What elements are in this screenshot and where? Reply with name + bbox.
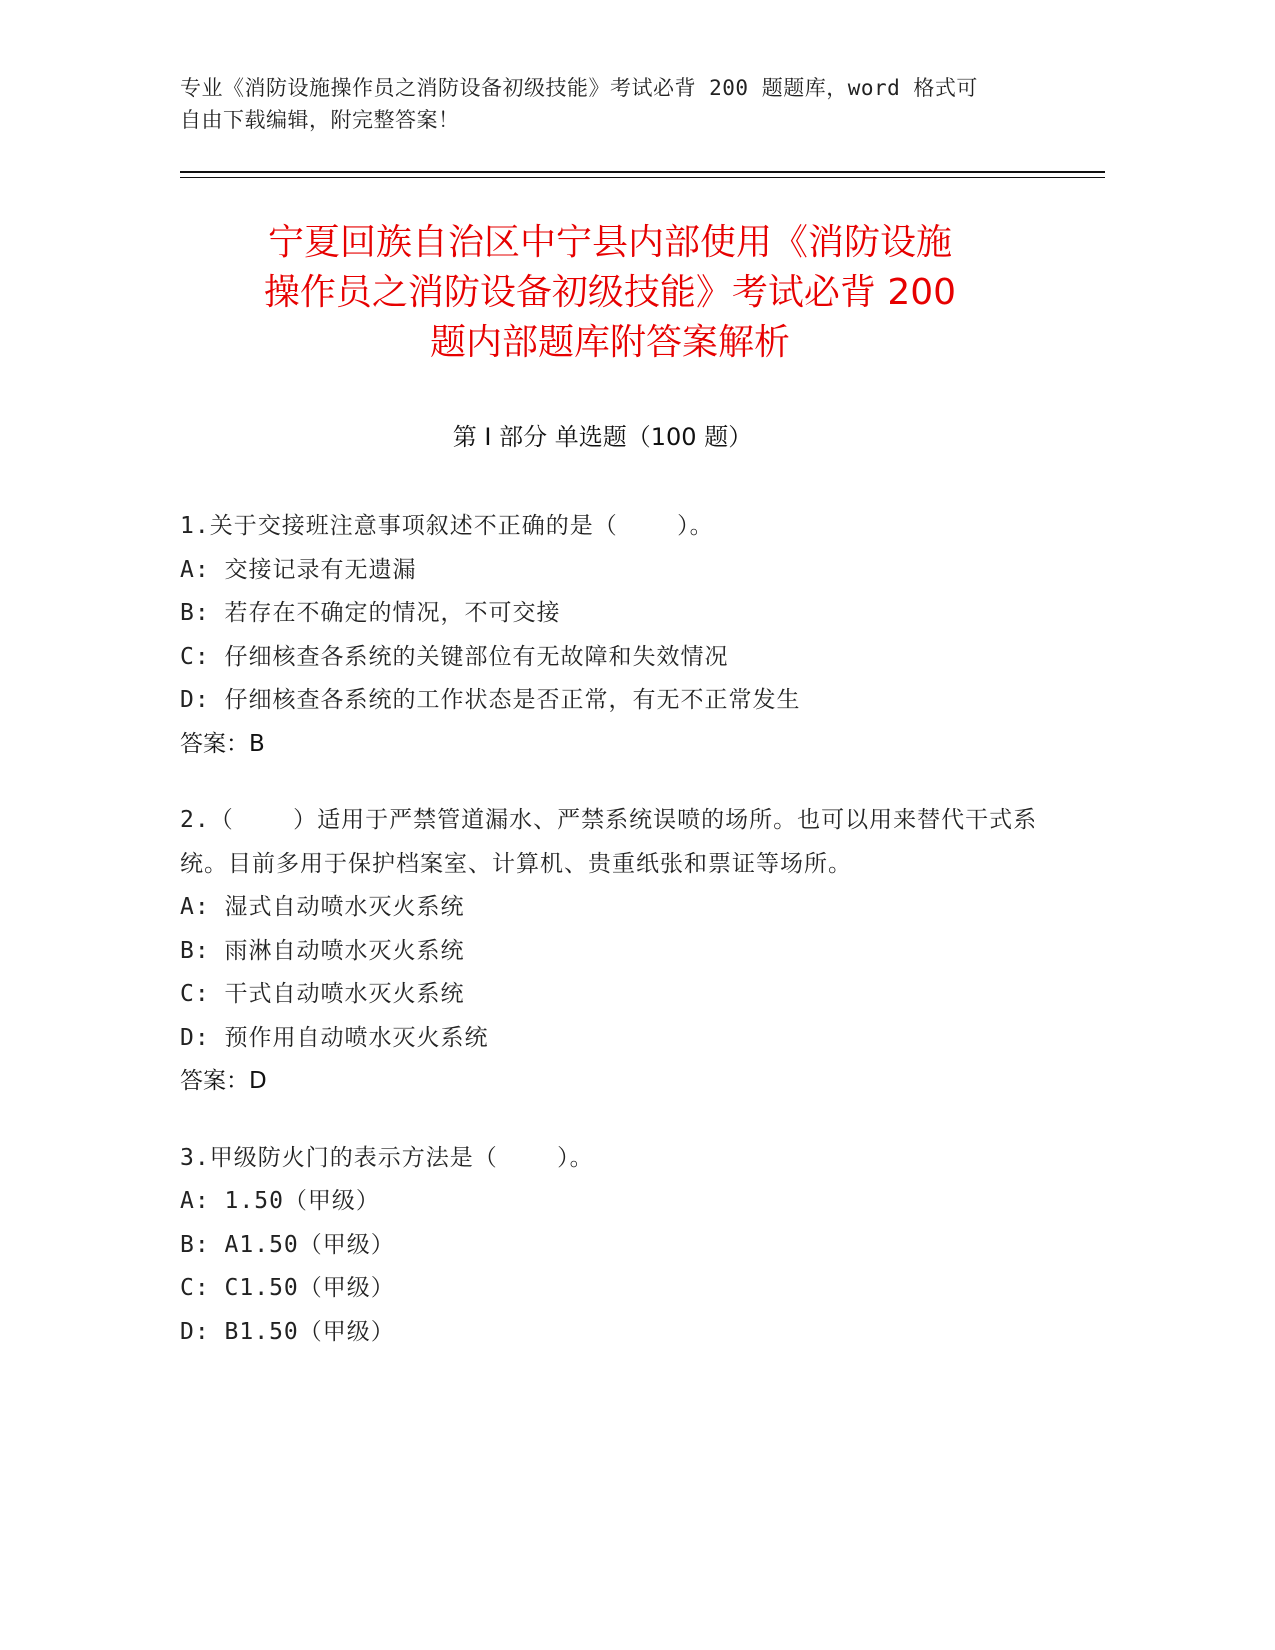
question-3 [180, 1137, 1040, 1355]
section-heading: 第 I 部分 单选题（100 题） [452, 423, 753, 451]
option-b: B: 雨淋自动喷水灭火系统 [180, 937, 465, 964]
option-a: A: 湿式自动喷水灭火系统 [180, 894, 465, 920]
answer: 答案：B [180, 730, 265, 757]
question-stem: 2.（ ）适用于严禁管道漏水、严禁系统误喷的场所。也可以用来替代干式系统。目前多用于保护档案室、计算机、贵重纸张和票证等场所。 [180, 807, 1038, 877]
question-stem: 1.关于交接班注意事项叙述不正确的是（ ）。 [180, 513, 714, 539]
option-b: B: A1.50（甲级） [180, 1231, 395, 1258]
option-d: D: 仔细核查各系统的工作状态是否正常，有无不正常发生 [180, 687, 801, 713]
option-d: D: B1.50（甲级） [180, 1318, 395, 1345]
option-d: D: 预作用自动喷水灭火系统 [180, 1024, 489, 1051]
question-1 [180, 505, 1040, 766]
document-title: 宁夏回族自治区中宁县内部使用《消防设施 操作员之消防设备初级技能》考试必背 200 题内部题库附答案解析 [263, 222, 957, 363]
option-c: C: C1.50（甲级） [180, 1275, 395, 1301]
question-2 [180, 799, 1040, 1104]
header-rule-thick [180, 171, 1105, 173]
question-list [180, 505, 1040, 1387]
header-rule-thin [180, 177, 1105, 178]
option-c: C: 仔细核查各系统的关键部位有无故障和失效情况 [180, 643, 729, 670]
option-a: A: 交接记录有无遗漏 [180, 556, 417, 583]
header-note: 专业《消防设施操作员之消防设备初级技能》考试必背 200 题题库，word 格式可 自由下载编辑，附完整答案！ [180, 76, 978, 132]
answer: 答案：D [180, 1068, 267, 1094]
option-c: C: 干式自动喷水灭火系统 [180, 981, 465, 1007]
question-stem: 3.甲级防火门的表示方法是（ ）。 [180, 1144, 594, 1171]
option-b: B: 若存在不确定的情况，不可交接 [180, 600, 561, 626]
option-a: A: 1.50（甲级） [180, 1188, 380, 1214]
